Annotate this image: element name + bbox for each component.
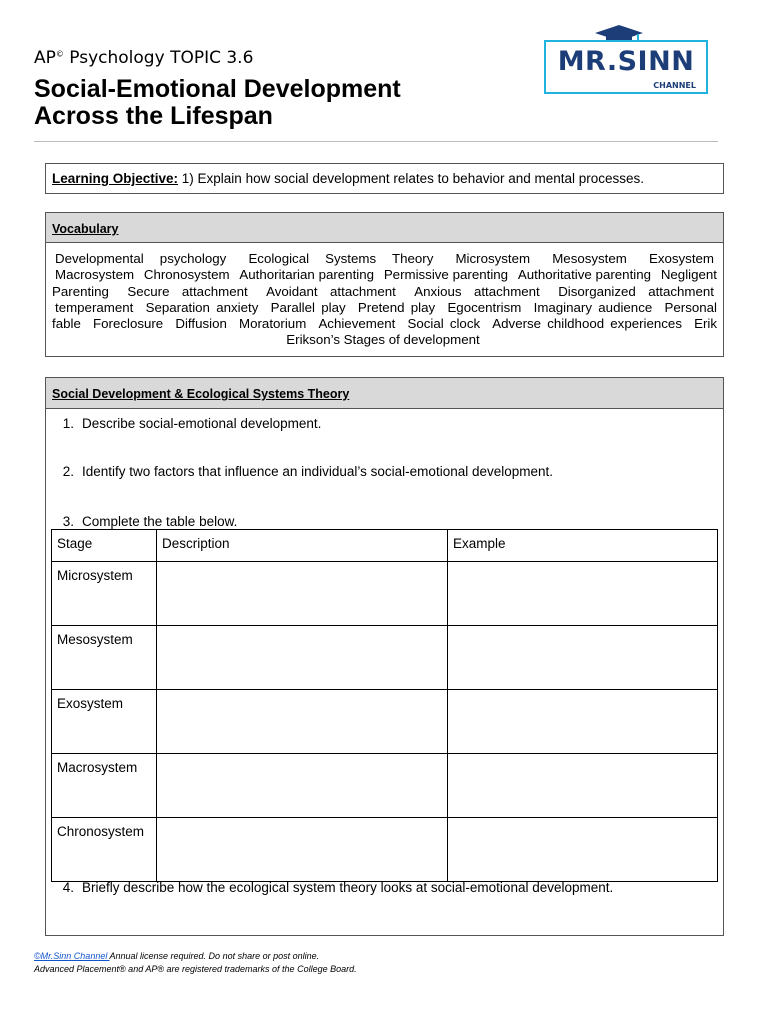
topic-rest: Psychology TOPIC 3.6 xyxy=(63,48,254,68)
question-4 xyxy=(52,880,613,895)
question-number: 1. xyxy=(62,416,74,431)
vocabulary-term: Personal fable xyxy=(52,299,718,332)
title-line-2: Across the Lifespan xyxy=(34,102,273,130)
question-2 xyxy=(52,464,553,479)
learning-objective-box xyxy=(45,163,724,194)
footer xyxy=(34,950,357,976)
table-header-row xyxy=(52,530,718,562)
vocabulary-box xyxy=(45,212,724,357)
description-cell[interactable] xyxy=(157,754,448,818)
vocabulary-term: temperament xyxy=(55,299,134,315)
question-text: Complete the table below. xyxy=(82,514,238,529)
vocabulary-term: Ecological Systems Theory xyxy=(248,251,434,266)
vocabulary-term: Erik Erikson’s Stages of development xyxy=(286,316,718,348)
vocabulary-term: Negligent Parenting xyxy=(52,267,717,299)
description-cell[interactable] xyxy=(157,562,448,626)
logo-main-text: MR.SINN xyxy=(557,46,695,77)
vocabulary-term: Secure attachment xyxy=(127,283,248,299)
vocabulary-term: Anxious attachment xyxy=(414,283,540,299)
stage-cell: Mesosystem xyxy=(52,626,157,690)
mr-sinn-logo xyxy=(544,40,708,94)
logo-sub-text: CHANNEL xyxy=(653,81,696,90)
stage-cell: Exosystem xyxy=(52,690,157,754)
question-3 xyxy=(52,514,237,529)
vocabulary-term: Diffusion xyxy=(175,316,227,332)
question-number: 2. xyxy=(62,464,74,479)
social-development-section xyxy=(45,377,724,936)
question-text: Identify two factors that influence an individual’s social-emotional development. xyxy=(82,464,554,479)
vocabulary-term: Authoritarian parenting xyxy=(239,267,375,283)
question-number: 4. xyxy=(62,880,74,895)
example-cell[interactable] xyxy=(448,690,718,754)
learning-objective-label: Learning Objective: xyxy=(52,171,179,186)
column-header-stage: Stage xyxy=(52,530,157,562)
vocabulary-term: Egocentrism xyxy=(447,299,522,315)
vocabulary-term: Adverse childhood experiences xyxy=(492,316,682,332)
stage-cell: Chronosystem xyxy=(52,818,157,882)
vocabulary-term: Achievement xyxy=(318,316,396,332)
table-row xyxy=(52,818,718,882)
example-cell[interactable] xyxy=(448,818,718,882)
vocabulary-term: Separation anxiety xyxy=(145,299,259,315)
example-cell[interactable] xyxy=(448,754,718,818)
table-row xyxy=(52,754,718,818)
vocabulary-term: Pretend play xyxy=(357,299,436,315)
table-row xyxy=(52,562,718,626)
vocabulary-term: Foreclosure xyxy=(93,316,164,332)
description-cell[interactable] xyxy=(157,626,448,690)
description-cell[interactable] xyxy=(157,818,448,882)
question-1 xyxy=(52,416,321,431)
question-text: Describe social-emotional development. xyxy=(82,416,322,431)
vocabulary-term: Permissive parenting xyxy=(383,267,509,283)
vocabulary-term: Microsystem xyxy=(455,251,531,266)
vocabulary-term: Moratorium xyxy=(239,316,307,332)
ecological-systems-table xyxy=(51,529,718,882)
vocabulary-term: Social clock xyxy=(407,316,481,332)
vocabulary-heading: Vocabulary xyxy=(46,213,723,243)
vocabulary-term: Authoritative parenting xyxy=(517,267,652,283)
stage-cell: Macrosystem xyxy=(52,754,157,818)
vocabulary-terms xyxy=(46,243,723,349)
vocabulary-term: Imaginary audience xyxy=(533,299,653,315)
topic-prefix: AP xyxy=(34,48,56,68)
table-row xyxy=(52,626,718,690)
vocabulary-term: Exosystem xyxy=(648,251,714,266)
footer-line-1 xyxy=(34,950,357,963)
topic-label xyxy=(34,48,253,68)
vocabulary-term: Macrosystem xyxy=(55,267,135,283)
topic-mark: © xyxy=(55,49,64,59)
column-header-example: Example xyxy=(448,530,718,562)
question-number: 3. xyxy=(62,514,74,529)
header-divider xyxy=(34,141,718,142)
channel-link[interactable]: ©Mr.Sinn Channel xyxy=(34,951,110,961)
title-line-1: Social-Emotional Development xyxy=(34,75,401,103)
license-notice: Annual license required. Do not share or post online. xyxy=(109,951,320,961)
description-cell[interactable] xyxy=(157,690,448,754)
table-row xyxy=(52,690,718,754)
question-text: Briefly describe how the ecological system theory looks at social-emotional development. xyxy=(82,880,614,895)
example-cell[interactable] xyxy=(448,562,718,626)
vocabulary-term: Disorganized attachment xyxy=(558,283,714,299)
vocabulary-term: Chronosystem xyxy=(143,267,230,283)
column-header-description: Description xyxy=(157,530,448,562)
vocabulary-term: Mesosystem xyxy=(552,251,627,266)
page-title xyxy=(34,76,514,130)
footer-line-2: Advanced Placement® and AP® are registered trademarks of the College Board. xyxy=(34,964,357,974)
vocabulary-term: Developmental psychology xyxy=(55,251,227,266)
vocabulary-term: Avoidant attachment xyxy=(266,283,396,299)
example-cell[interactable] xyxy=(448,626,718,690)
section-heading: Social Development & Ecological Systems Theory xyxy=(46,378,723,409)
learning-objective-text: 1) Explain how social development relates to behavior and mental processes. xyxy=(178,171,645,186)
vocabulary-term: Parallel play xyxy=(270,299,346,315)
stage-cell: Microsystem xyxy=(52,562,157,626)
